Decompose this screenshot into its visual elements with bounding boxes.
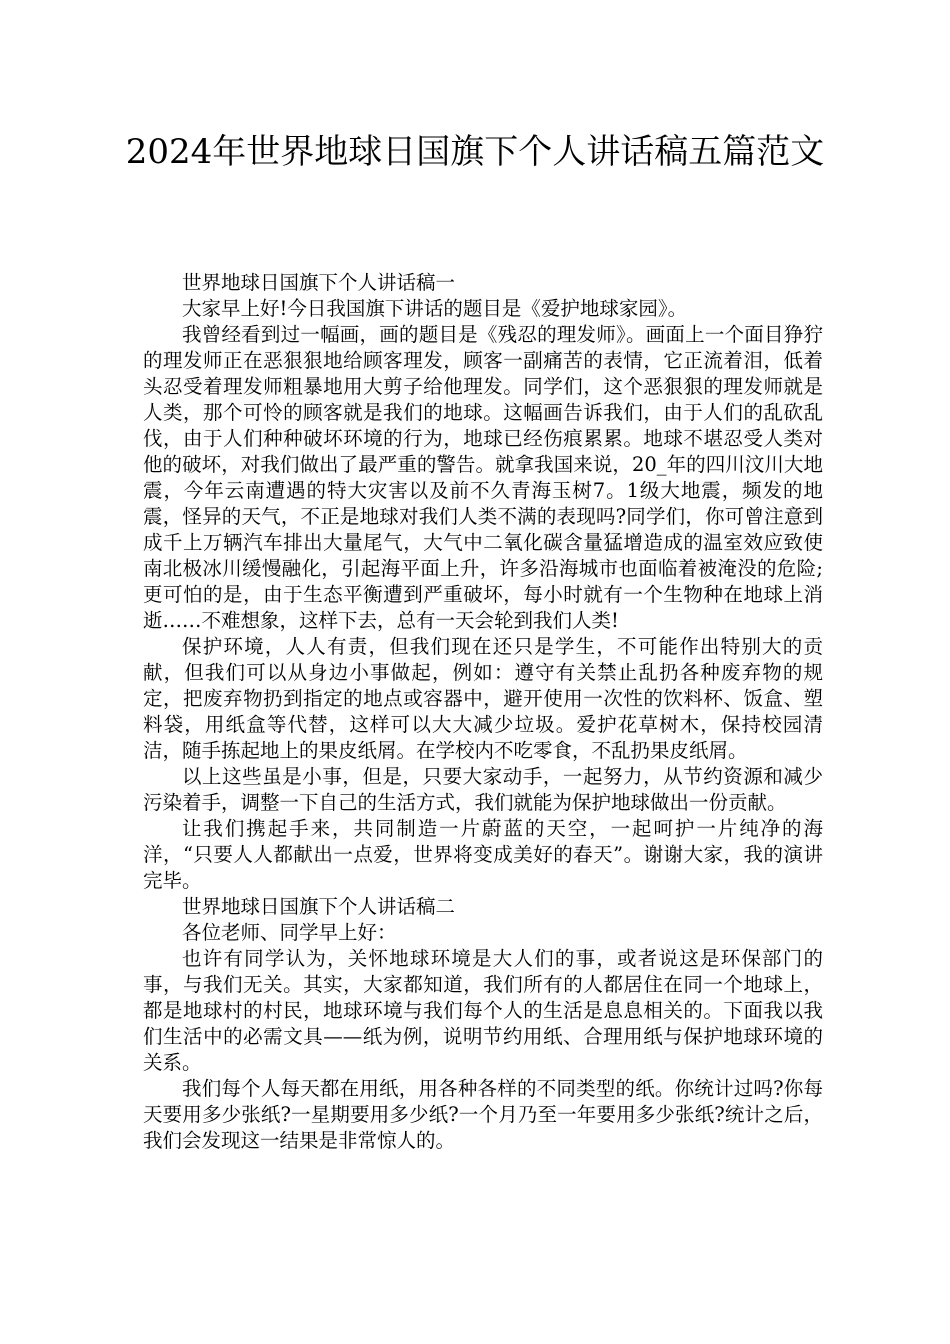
paragraph: 让我们携起手来，共同制造一片蔚蓝的天空，一起呵护一片纯净的海洋，“只要人人都献出一点爱，世界将变成美好的春天”。谢谢大家，我的演讲完毕。 — [143, 817, 823, 892]
paragraph: 各位老师、同学早上好： — [182, 921, 397, 944]
paragraph: 我曾经看到过一幅画，画的题目是《残忍的理发师》。画面上一个面目狰狞的理发师正在恶狠狠地给顾客理发，顾客一副痛苦的表情，它正流着泪，低着头忍受着理发师粗暴地用大剪子给他理发。同学们，这个恶狠狠的理发师就是人类，那个可怜的顾客就是我们的地球。这幅画告诉我们，由于人们的乱砍乱伐，由于人们种种破坏环境的行为，地球已经伤痕累累。地球不堪忍受人类对他的破坏，对我们做出了最严重的警告。就拿我国来说，20_年的四川汶川大地震，今年云南遭遇的特大灾害以及前不久青海玉树7。1级大地震，频发的地震，怪异的天气，不正是地球对我们人类不满的表现吗?同学们，你可曾注意到成千上万辆汽车排出大量尾气，大气中二氧化碳含量猛增造成的温室效应致使南北极冰川缓慢融化，引起海平面上升，许多沿海城市也面临着被淹没的危险;更可怕的是，由于生态平衡遭到严重破坏，每小时就有一个生物种在地球上消逝……不难想象，这样下去，总有一天会轮到我们人类! — [143, 323, 823, 632]
section-heading-2: 世界地球日国旗下个人讲话稿二 — [182, 895, 456, 918]
document-title: 2024年世界地球日国旗下个人讲话稿五篇范文 — [125, 132, 825, 172]
paragraph: 大家早上好!今日我国旗下讲话的题目是《爱护地球家园》。 — [182, 297, 688, 320]
paragraph: 也许有同学认为，关怀地球环境是大人们的事，或者说这是环保部门的事，与我们无关。其实，大家都知道，我们所有的人都居住在同一个地球上，都是地球村的村民，地球环境与我们每个人的生活是息息相关的。下面我以我们生活中的必需文具——纸为例，说明节约用纸、合理用纸与保护地球环境的关系。 — [143, 947, 823, 1074]
paragraph: 我们每个人每天都在用纸，用各种各样的不同类型的纸。你统计过吗?你每天要用多少张纸?一星期要用多少纸?一个月乃至一年要用多少张纸?统计之后，我们会发现这一结果是非常惊人的。 — [143, 1077, 823, 1152]
document-body — [143, 270, 823, 1154]
paragraph: 以上这些虽是小事，但是，只要大家动手，一起努力，从节约资源和减少污染着手，调整一下自己的生活方式，我们就能为保护地球做出一份贡献。 — [143, 765, 823, 814]
paragraph: 保护环境，人人有责，但我们现在还只是学生，不可能作出特别大的贡献，但我们可以从身边小事做起，例如：遵守有关禁止乱扔各种废弃物的规定，把废弃物扔到指定的地点或容器中，避开使用一次性的饮料杯、饭盒、塑料袋，用纸盒等代替，这样可以大大减少垃圾。爱护花草树木，保持校园清洁，随手拣起地上的果皮纸屑。在学校内不吃零食，不乱扔果皮纸屑。 — [143, 635, 823, 762]
section-heading-1: 世界地球日国旗下个人讲话稿一 — [182, 271, 456, 294]
